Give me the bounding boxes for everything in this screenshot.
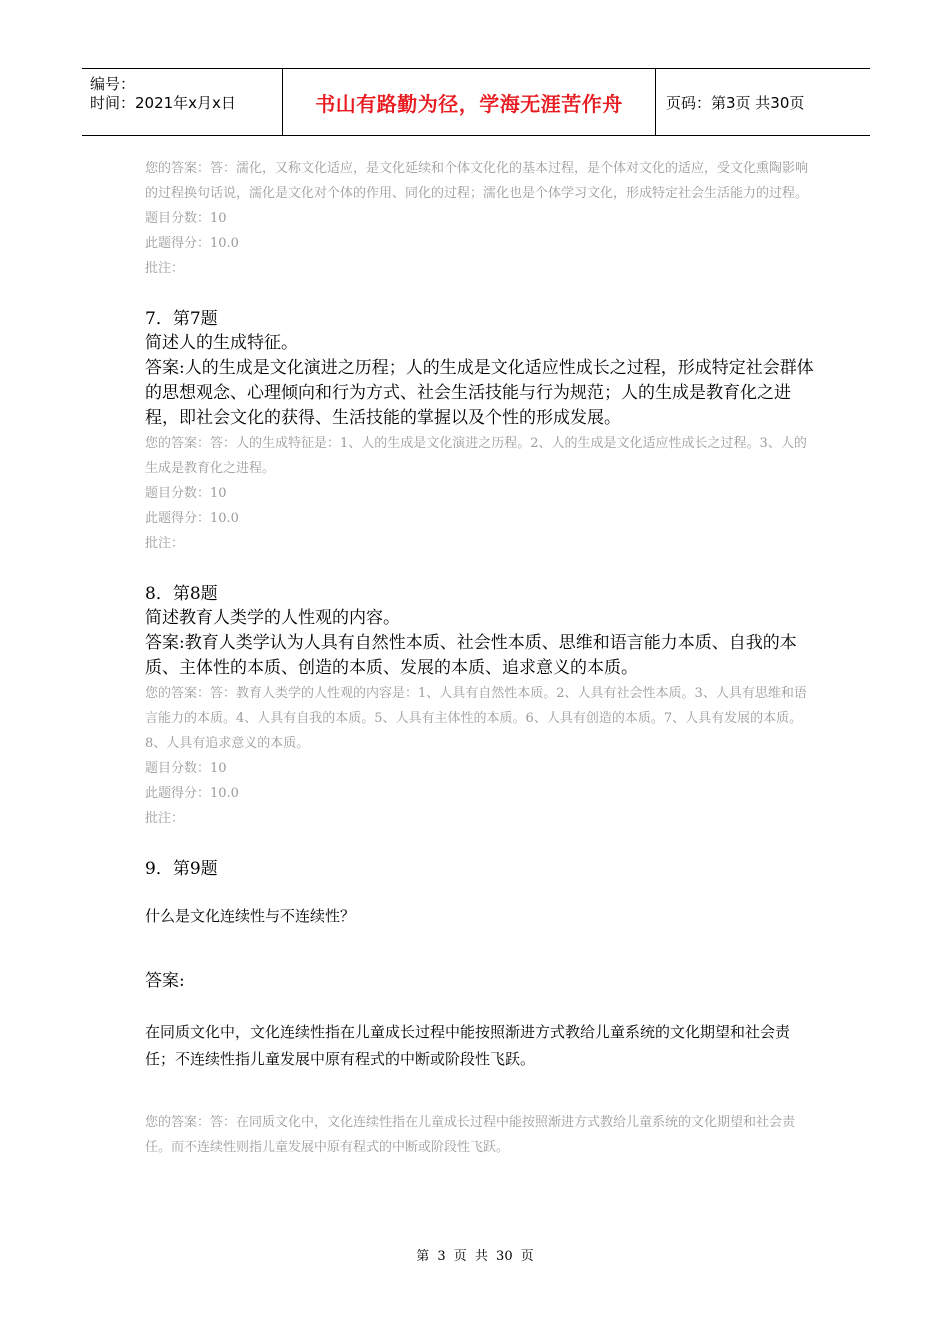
your-answer: 您的答案：答：在同质文化中，文化连续性指在儿童成长过程中能按照渐进方式教给儿童系统的文化期望和社会责任。而不连续性则指儿童发展中原有程式的中断或阶段性飞跃。 bbox=[145, 1115, 796, 1155]
answer-feedback bbox=[145, 431, 817, 556]
score-obtained: 此题得分：10.0 bbox=[145, 786, 239, 801]
header-page-label: 页码：第3页 共30页 bbox=[666, 93, 805, 112]
header-motto: 书山有路勤为径，学海无涯苦作舟 bbox=[315, 91, 623, 116]
question-score: 题目分数：10 bbox=[145, 761, 227, 776]
header-info-cell bbox=[82, 69, 282, 135]
question-number: 8．第8题 bbox=[145, 584, 218, 604]
page-footer: 第 3 页 共 30 页 bbox=[416, 1249, 534, 1264]
question-7 bbox=[145, 307, 817, 556]
previous-question-tail bbox=[145, 156, 817, 281]
document-number-label: 编号： bbox=[90, 75, 136, 93]
answer-feedback bbox=[145, 1110, 817, 1160]
your-answer: 您的答案：答：人的生成特征是：1、人的生成是文化演进之历程。2、人的生成是文化适应性成长之过程。3、人的生成是教育化之进程。 bbox=[145, 436, 807, 476]
answer-label: 答案: bbox=[145, 971, 185, 991]
page-header bbox=[82, 68, 870, 136]
question-8 bbox=[145, 582, 817, 831]
comment-label: 批注： bbox=[145, 261, 185, 276]
your-answer: 您的答案：答：濡化，又称文化适应，是文化延续和个体文化化的基本过程，是个体对文化的适应，受文化熏陶影响的过程换句话说，濡化是文化对个体的作用、同化的过程；濡化也是个体学习文化，形成特定社会生活能力的过程。 bbox=[145, 161, 809, 201]
question-score: 题目分数：10 bbox=[145, 486, 227, 501]
your-answer: 您的答案：答：教育人类学的人性观的内容是：1、人具有自然性本质。2、人具有社会性本质。3、人具有思维和语言能力的本质。4、人具有自我的本质。5、人具有主体性的本质。6、人具有创造的本质。7、人具有发展的本质。8、人具有追求意义的本质。 bbox=[145, 686, 807, 751]
reference-answer: 答案:人的生成是文化演进之历程；人的生成是文化适应性成长之过程，形成特定社会群体的思想观念、心理倾向和行为方式、社会生活技能与行为规范；人的生成是教育化之进程，即社会文化的获得、生活技能的掌握以及个性的形成发展。 bbox=[145, 358, 814, 428]
reference-answer: 答案:教育人类学认为人具有自然性本质、社会性本质、思维和语言能力本质、自我的本质、主体性的本质、创造的本质、发展的本质、追求意义的本质。 bbox=[145, 633, 797, 678]
document-body bbox=[145, 156, 817, 1160]
document-date-label: 时间：2021年x月x日 bbox=[90, 94, 236, 112]
question-number: 7．第7题 bbox=[145, 309, 218, 329]
question-9 bbox=[145, 857, 817, 1160]
score-obtained: 此题得分：10.0 bbox=[145, 236, 239, 251]
question-text: 简述教育人类学的人性观的内容。 bbox=[145, 608, 400, 628]
question-text: 什么是文化连续性与不连续性？ bbox=[145, 907, 356, 925]
question-number: 9．第9题 bbox=[145, 859, 218, 879]
header-page-cell bbox=[656, 69, 870, 135]
answer-feedback bbox=[145, 681, 817, 831]
score-obtained: 此题得分：10.0 bbox=[145, 511, 239, 526]
header-motto-cell bbox=[282, 69, 656, 135]
question-score: 题目分数：10 bbox=[145, 211, 227, 226]
question-text: 简述人的生成特征。 bbox=[145, 333, 298, 353]
comment-label: 批注： bbox=[145, 811, 185, 826]
reference-answer: 在同质文化中，文化连续性指在儿童成长过程中能按照渐进方式教给儿童系统的文化期望和社会责任；不连续性指儿童发展中原有程式的中断或阶段性飞跃。 bbox=[145, 1023, 791, 1068]
comment-label: 批注： bbox=[145, 536, 185, 551]
